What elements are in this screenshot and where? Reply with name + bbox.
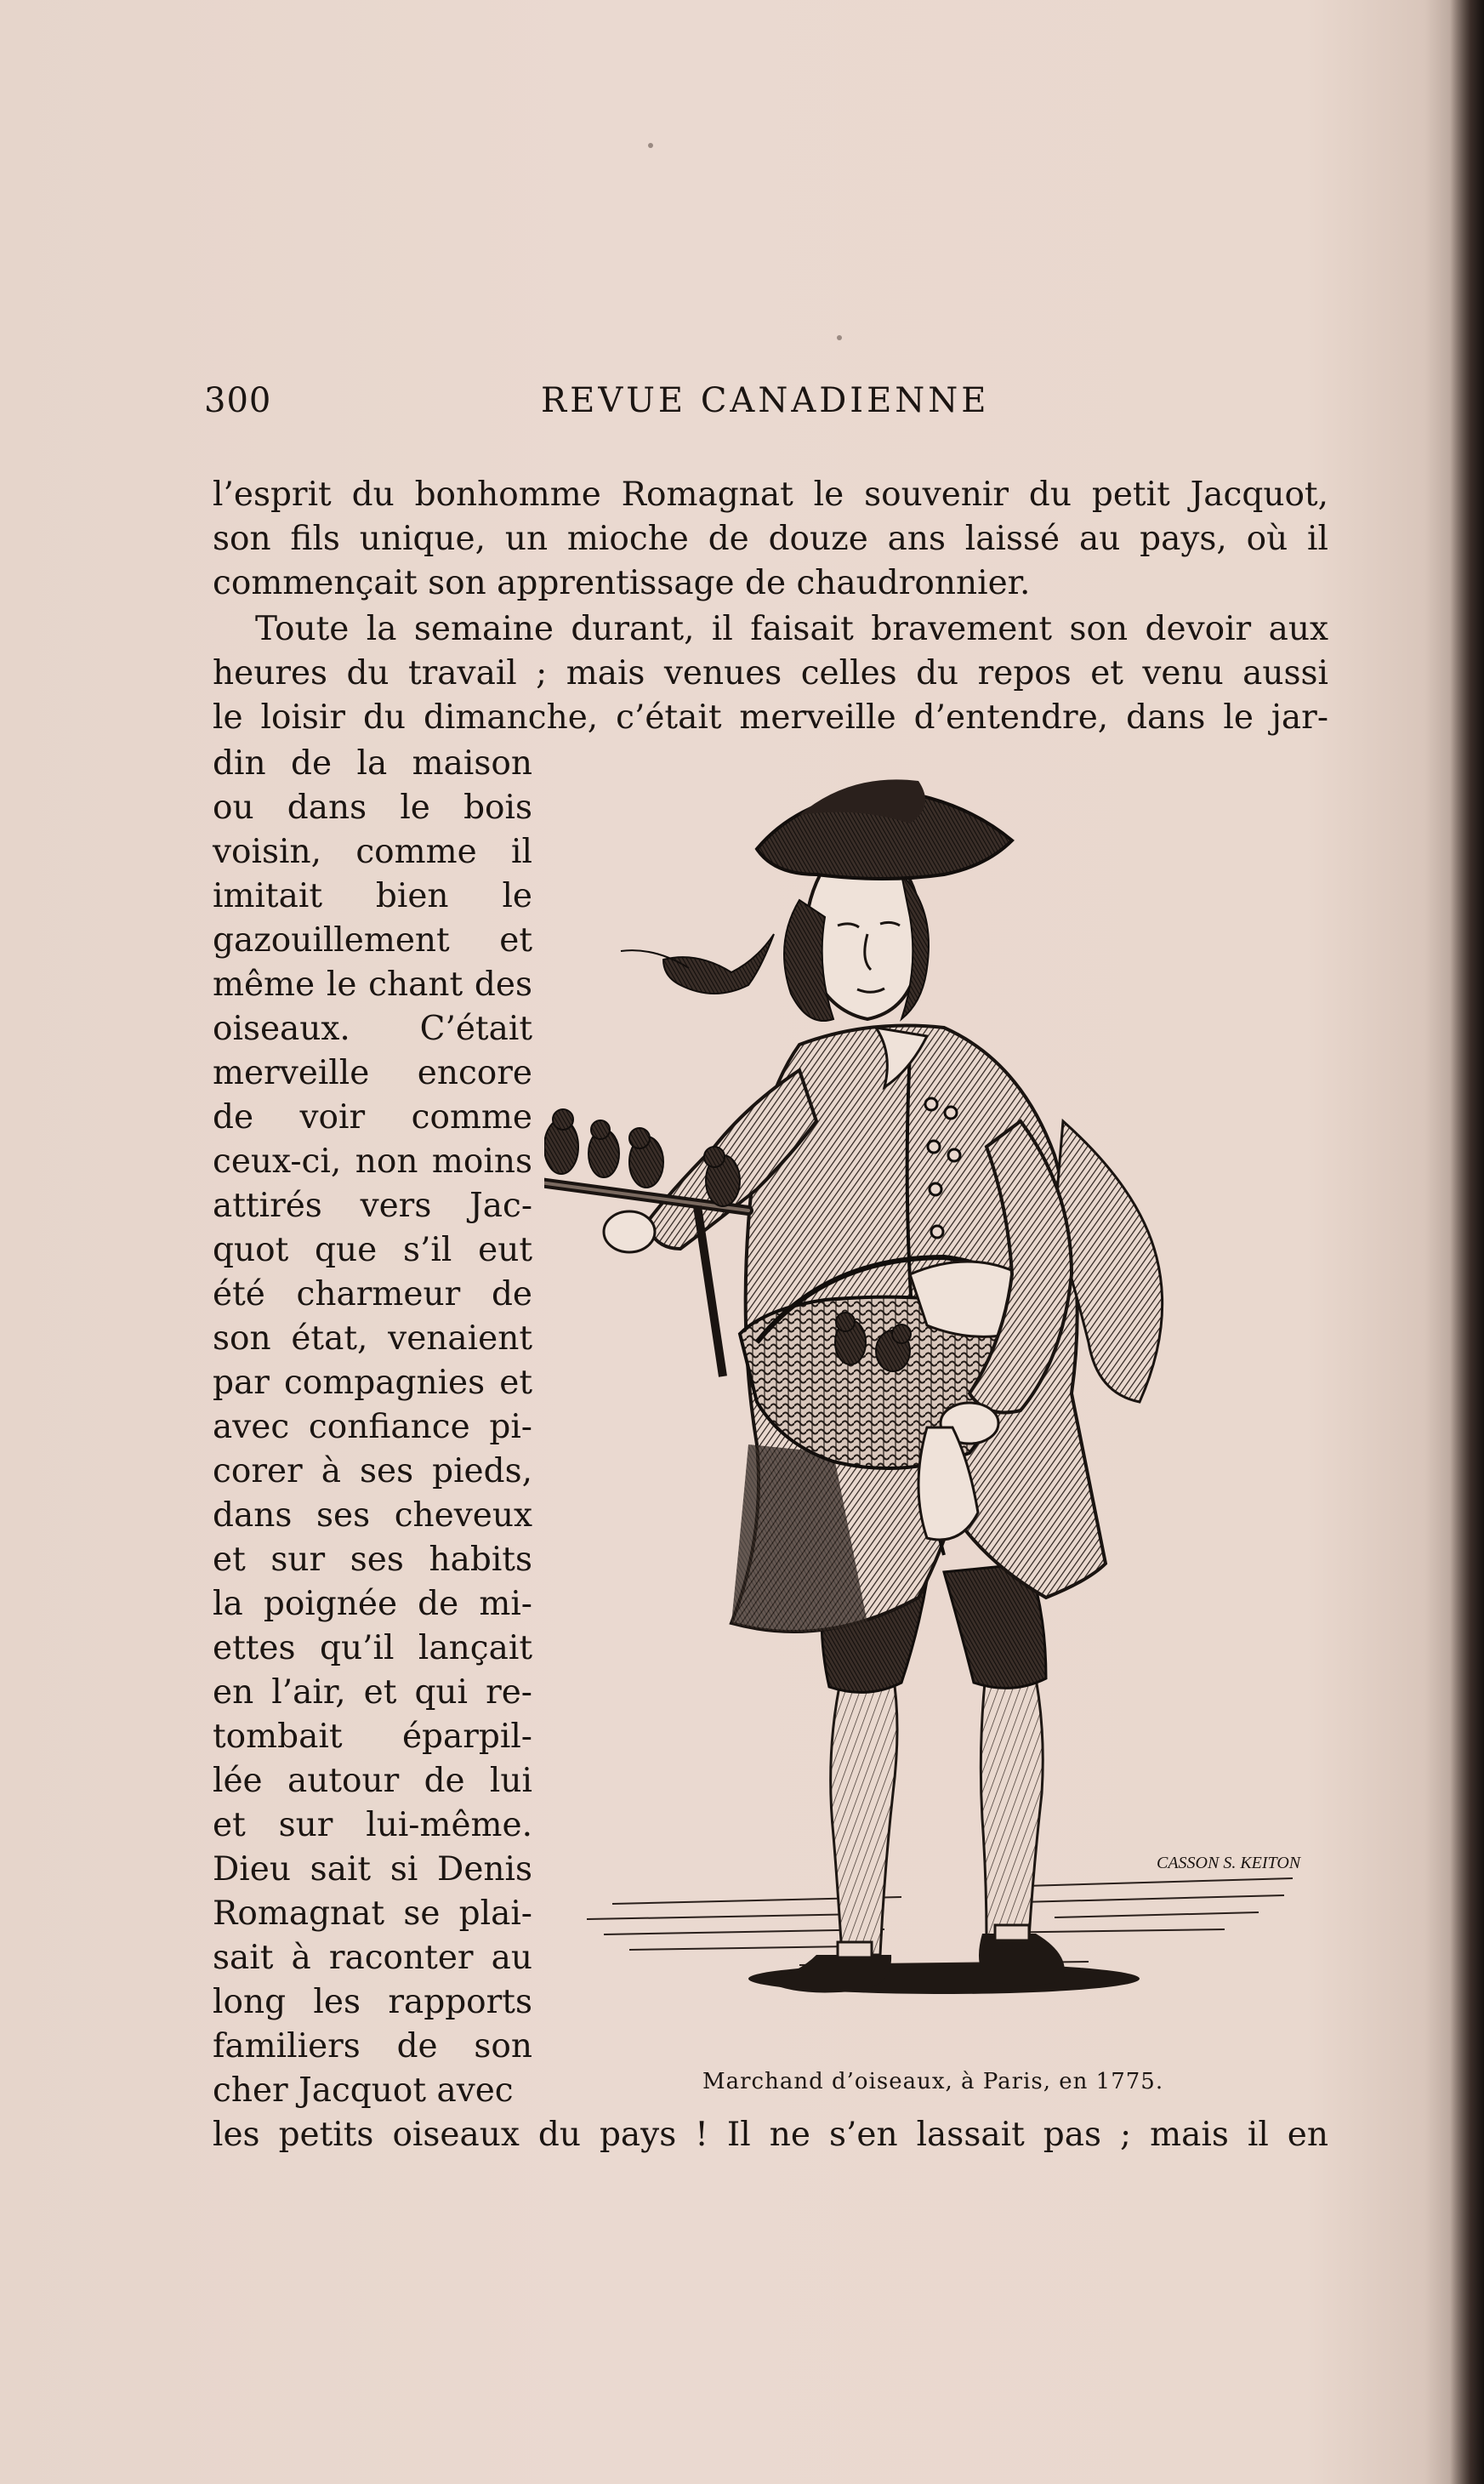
text-line-narrow: par compagnies et (213, 1364, 532, 1402)
text-line: le loisir du dimanche, c’était merveille d’entendre, dans le jar- (213, 698, 1328, 737)
text-line: Toute la semaine durant, il faisait bravement son devoir aux (255, 610, 1328, 648)
text-line-narrow: attirés vers Jac- (213, 1187, 532, 1225)
text-line: heures du travail ; mais venues celles du repos et venu aussi (213, 654, 1328, 692)
text-line-narrow: sait à raconter au (213, 1939, 532, 1977)
text-line-narrow: lée autour de lui (213, 1762, 532, 1800)
text-line-narrow: ettes qu’il lançait (213, 1629, 532, 1667)
figure-caption: Marchand d’oiseaux, à Paris, en 1775. (702, 2069, 1164, 2094)
text-line-narrow: été charmeur de (213, 1275, 532, 1313)
text-line-narrow: et sur ses habits (213, 1541, 532, 1579)
text-line-narrow: ceux-ci, non moins (213, 1142, 532, 1181)
text-line-narrow: merveille encore (213, 1054, 532, 1092)
text-line-narrow: imitait bien le (213, 877, 532, 915)
text-line: l’esprit du bonhomme Romagnat le souvenir du petit Jacquot, (213, 476, 1328, 514)
text-line-narrow: quot que s’il eut (213, 1231, 532, 1269)
text-line-narrow: long les rapports (213, 1983, 532, 2021)
text-line-narrow: oiseaux. C’était (213, 1010, 532, 1048)
engraver-signature: CASSON S. KEITON (1157, 1854, 1301, 1872)
text-line-narrow: avec confiance pi- (213, 1408, 532, 1446)
flying-bird (621, 934, 774, 994)
text-line: les petits oiseaux du pays ! Il ne s’en lassait pas ; mais il en (213, 2116, 1328, 2154)
text-line-narrow: même le chant des (213, 966, 532, 1004)
text-line-narrow: et sur lui-même. (213, 1806, 532, 1844)
text-line-narrow: corer à ses pieds, (213, 1452, 532, 1490)
text-line-narrow: din de la maison (213, 744, 532, 783)
engraving-bird-merchant (544, 747, 1344, 2074)
text-line: commençait son apprentissage de chaudronnier. (213, 564, 1031, 602)
paper-speck (648, 143, 653, 148)
page-number: 300 (204, 381, 272, 420)
text-line-narrow: Dieu sait si Denis (213, 1850, 532, 1889)
text-line-narrow: familiers de son (213, 2027, 532, 2065)
text-line-narrow: voisin, comme il (213, 833, 532, 871)
text-line-narrow: tombait éparpil- (213, 1718, 532, 1756)
text-line-narrow: ou dans le bois (213, 789, 532, 827)
text-line-narrow: cher Jacquot avec (213, 2071, 514, 2110)
text-line: son fils unique, un mioche de douze ans laissé au pays, où il (213, 520, 1328, 558)
paper-speck (837, 335, 842, 340)
running-title: REVUE CANADIENNE (541, 381, 990, 420)
running-header (204, 381, 999, 432)
text-line-narrow: gazouillement et (213, 921, 532, 960)
text-line-narrow: Romagnat se plai- (213, 1894, 532, 1933)
book-spine-shadow (1450, 0, 1484, 2484)
text-line-narrow: de voir comme (213, 1098, 532, 1137)
text-line-narrow: en l’air, et qui re- (213, 1673, 532, 1712)
text-line-narrow: son état, venaient (213, 1319, 532, 1358)
text-line-narrow: dans ses cheveux (213, 1496, 532, 1535)
text-line-narrow: la poignée de mi- (213, 1585, 532, 1623)
